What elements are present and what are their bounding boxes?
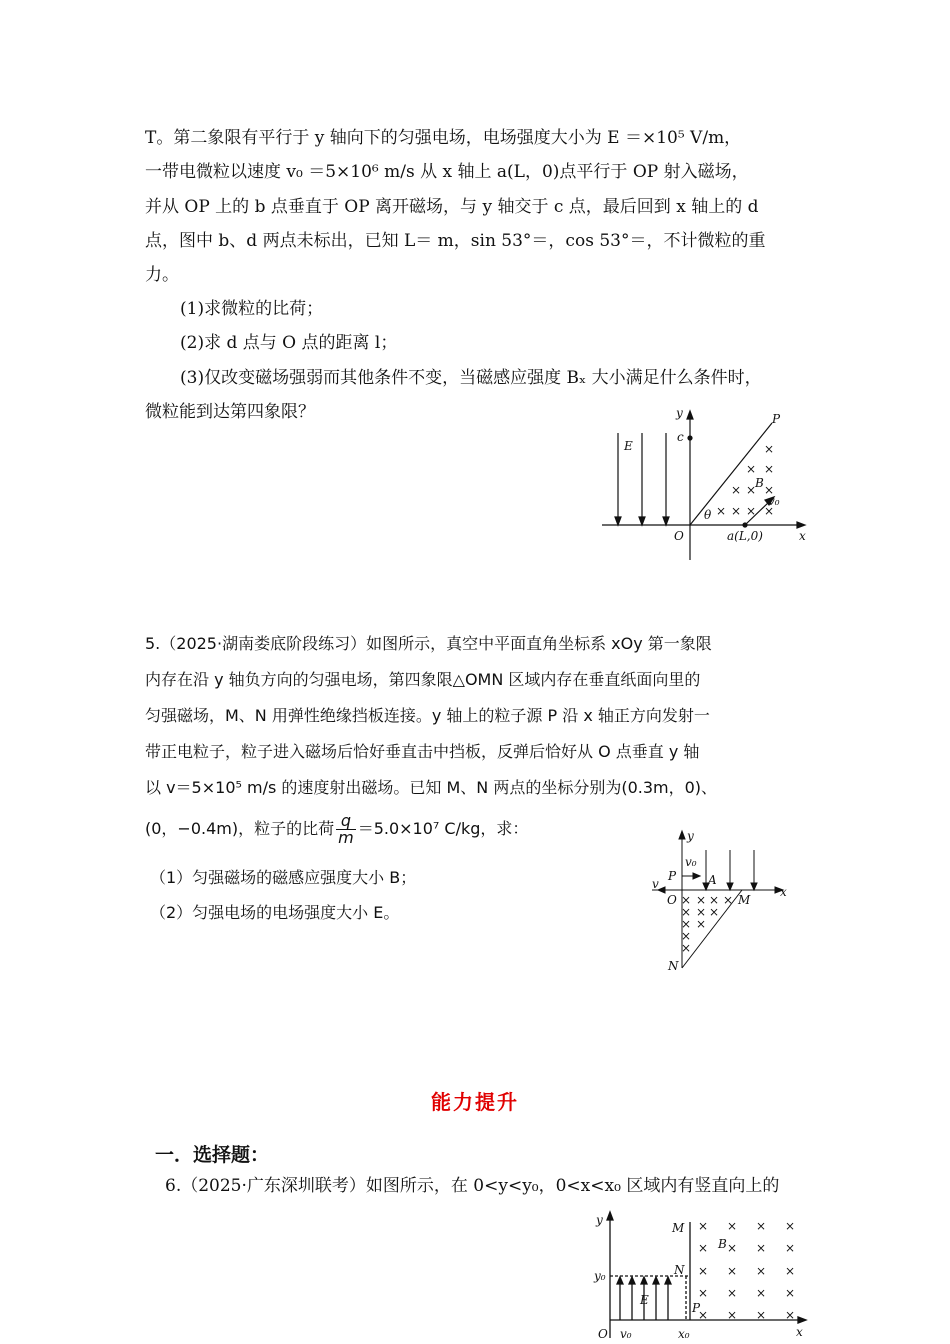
svg-text:×: × (696, 905, 707, 919)
svg-text:×: × (698, 1286, 709, 1300)
q6-fig-O: O (598, 1327, 608, 1341)
q5-line-4: 带正电粒子，粒子进入磁场后恰好垂直击中挡板，反弹后恰好从 O 点垂直 y 轴 (145, 742, 700, 761)
q4-fig-c: c (677, 430, 684, 444)
svg-text:×: × (756, 1219, 767, 1233)
q4-sub-1: (1)求微粒的比荷； (180, 299, 324, 319)
q5-figure (650, 828, 795, 978)
q6-fig-P: P (692, 1301, 701, 1315)
svg-text:×: × (681, 917, 692, 931)
q4-fig-x: x (799, 529, 806, 543)
q4-sub-2: (2)求 d 点与 O 点的距离 l； (180, 333, 398, 353)
q5-ratio-text: ＝5.0×10⁷ C/kg，求： (357, 819, 529, 838)
svg-text:×: × (785, 1241, 796, 1255)
q5-fraction (336, 813, 356, 846)
q6-line-1: 6.（2025·广东深圳联考）如图所示，在 0<y<y₀，0<x<x₀ 区域内有竖直向上的 (165, 1176, 780, 1196)
svg-text:×: × (785, 1286, 796, 1300)
svg-text:×: × (764, 483, 775, 497)
q6-fig-M: M (672, 1221, 685, 1235)
svg-text:×: × (746, 483, 757, 497)
svg-text:×: × (756, 1286, 767, 1300)
q4-tail: 微粒能到达第四象限？ (145, 402, 315, 422)
svg-text:×: × (746, 462, 757, 476)
svg-text:×: × (727, 1264, 738, 1278)
svg-text:×: × (698, 1264, 709, 1278)
svg-text:×: × (727, 1308, 738, 1322)
q4-fig-y: y (676, 406, 683, 420)
svg-text:×: × (785, 1264, 796, 1278)
section-title: 能力提升 (431, 1090, 519, 1114)
q6-fig-E: E (640, 1293, 649, 1307)
section-head: 一．选择题： (155, 1144, 270, 1166)
q6-fig-v0: v₀ (620, 1327, 632, 1341)
svg-text:×: × (731, 483, 742, 497)
svg-text:×: × (709, 905, 720, 919)
q5-fig-v: v (652, 877, 659, 891)
q5-sub-2: （2）匀强电场的电场强度大小 E。 (150, 903, 400, 922)
svg-text:×: × (698, 1219, 709, 1233)
svg-text:×: × (696, 893, 707, 907)
svg-text:×: × (756, 1308, 767, 1322)
q4-figure (600, 405, 815, 565)
q6-fig-y0: y₀ (594, 1269, 606, 1283)
q4-fig-theta: θ (704, 508, 712, 522)
svg-text:×: × (731, 504, 742, 518)
q5-coord-text: (0，−0.4m)，粒子的比荷 (145, 819, 335, 838)
svg-text:×: × (727, 1219, 738, 1233)
svg-text:×: × (681, 941, 692, 955)
q5-fig-y: y (687, 829, 694, 843)
q5-fig-M: M (738, 893, 751, 907)
q5-fig-P: P (668, 869, 677, 883)
q6-figure (590, 1208, 815, 1344)
q6-fig-x: x (796, 1325, 803, 1339)
q5-fig-O: O (667, 893, 677, 907)
svg-text:×: × (696, 917, 707, 931)
q5-fig-x: x (780, 885, 787, 899)
svg-text:×: × (681, 893, 692, 907)
q5-fig-N: N (668, 959, 679, 973)
svg-text:×: × (698, 1241, 709, 1255)
q4-fig-B: B (755, 476, 764, 490)
svg-text:×: × (727, 1286, 738, 1300)
svg-text:×: × (723, 893, 734, 907)
svg-text:×: × (764, 504, 775, 518)
q4-line-4: 点，图中 b、d 两点未标出，已知 L＝ m，sin 53°＝，cos 53°＝，不计微粒的重 (145, 231, 766, 251)
q5-line-5: 以 v＝5×10⁵ m/s 的速度射出磁场。已知 M、N 两点的坐标分别为(0.3m，0)、 (145, 778, 718, 797)
svg-text:×: × (785, 1219, 796, 1233)
q4-line-2: 一带电微粒以速度 v₀ ＝5×10⁶ m/s 从 x 轴上 a(L，0)点平行于 OP 射入磁场， (145, 162, 749, 182)
q5-sub-1: （1）匀强磁场的磁感应强度大小 B； (150, 868, 417, 887)
q4-line-1: T。第二象限有平行于 y 轴向下的匀强电场，电场强度大小为 E ＝×10⁵ V/m， (145, 128, 742, 148)
q4-fig-E: E (624, 439, 633, 453)
svg-text:×: × (727, 1241, 738, 1255)
svg-text:×: × (764, 462, 775, 476)
q6-fig-B: B (718, 1237, 727, 1251)
svg-text:×: × (746, 504, 757, 518)
svg-text:×: × (756, 1264, 767, 1278)
q5-line-6 (145, 812, 528, 846)
svg-text:×: × (709, 893, 720, 907)
q4-fig-P: P (772, 412, 781, 426)
q5-frac-num: q (336, 813, 356, 830)
q5-line-2: 内存在沿 y 轴负方向的匀强电场，第四象限△OMN 区域内存在垂直纸面向里的 (145, 670, 701, 689)
svg-text:×: × (764, 442, 775, 456)
q4-line-3: 并从 OP 上的 b 点垂直于 OP 离开磁场，与 y 轴交于 c 点，最后回到 x 轴上的 d (145, 197, 759, 217)
q6-fig-x0: x₀ (678, 1327, 690, 1341)
svg-text:×: × (716, 504, 727, 518)
q4-fig-O: O (674, 529, 684, 543)
q5-fig-A: A (708, 873, 717, 887)
svg-text:×: × (681, 929, 692, 943)
q4-line-5: 力。 (145, 265, 179, 285)
svg-text:×: × (698, 1308, 709, 1322)
q4-sub-3: (3)仅改变磁场强弱而其他条件不变，当磁感应强度 Bₓ 大小满足什么条件时， (180, 368, 762, 388)
svg-text:×: × (785, 1308, 796, 1322)
svg-text:×: × (681, 905, 692, 919)
q5-fig-v0: v₀ (685, 855, 697, 869)
q5-line-3: 匀强磁场，M、N 用弹性绝缘挡板连接。y 轴上的粒子源 P 沿 x 轴正方向发射一 (145, 706, 710, 725)
svg-text:×: × (756, 1241, 767, 1255)
q5-frac-den: m (338, 828, 354, 847)
q4-fig-a: a(L,0) (727, 529, 763, 543)
q6-fig-N: N (674, 1263, 685, 1277)
q5-line-1: 5.（2025·湖南娄底阶段练习）如图所示，真空中平面直角坐标系 xOy 第一象限 (145, 634, 712, 653)
q4-fig-v0: v₀ (768, 494, 780, 508)
q6-fig-y: y (596, 1213, 603, 1227)
